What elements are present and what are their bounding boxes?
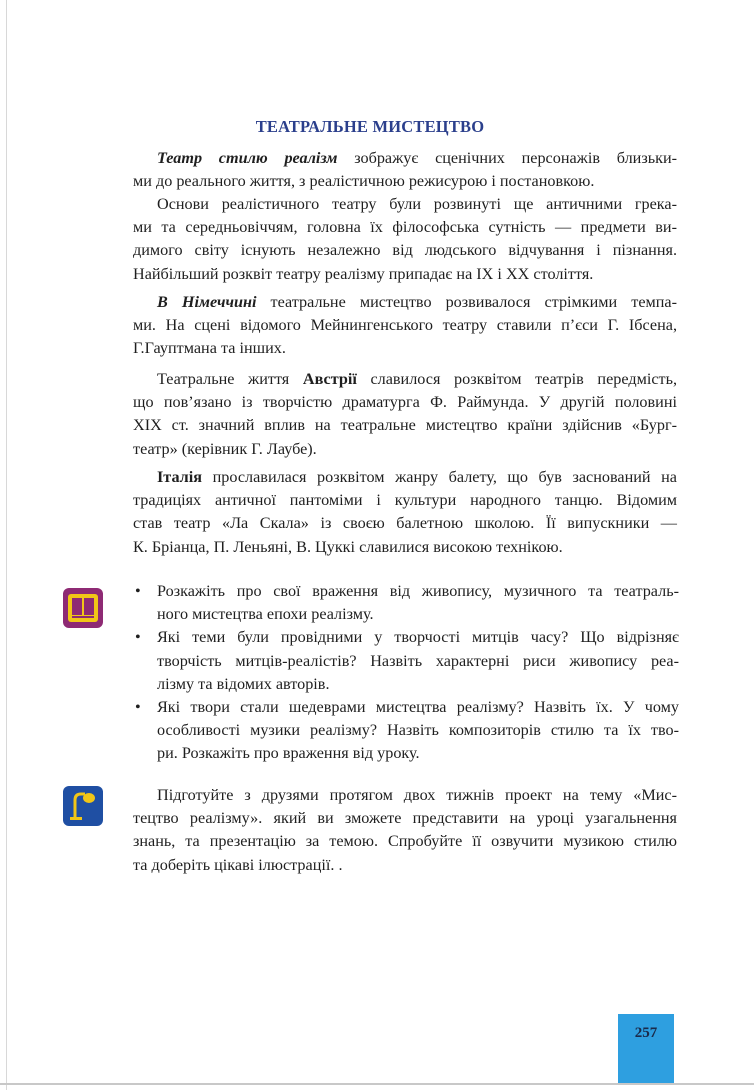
paragraph-austria bbox=[133, 368, 677, 461]
text-line: творчість митців-реалістів? Назвіть характерні риси живопису реа- bbox=[157, 651, 679, 670]
lamp-icon bbox=[63, 786, 103, 826]
text-fragment: Театральне життя bbox=[157, 370, 290, 388]
text-fragment: зображує сценічних персонажів близьки- bbox=[354, 149, 678, 167]
text-line: ми до реального життя, з реалістичною режисурою і постановкою. bbox=[133, 172, 595, 191]
page-number: 257 bbox=[634, 1025, 658, 1041]
page-edge-line bbox=[6, 0, 7, 1090]
term-austria: Австрії bbox=[302, 370, 357, 388]
paragraph-germany bbox=[133, 291, 677, 361]
text-fragment: театральне мистецтво розвивалося стрімкими темпа- bbox=[270, 293, 677, 311]
paragraph-foundations bbox=[133, 193, 677, 286]
bullet-marker: • bbox=[135, 698, 141, 717]
bullet-marker: • bbox=[135, 628, 141, 647]
text-line: що пов’язано із творчістю драматурга Ф. Раймунда. У другій половині bbox=[133, 393, 677, 412]
text-line: ми та середньовіччям, головна їх філософська сутність — предмети ви- bbox=[133, 218, 677, 237]
questions-list bbox=[133, 580, 679, 766]
text-line: особливості музики реалізму? Назвіть композиторів стилю та їх тво- bbox=[157, 721, 679, 740]
text-line: знань, та презентацію за темою. Спробуйте її озвучити музикою стилю bbox=[133, 832, 677, 851]
text-line: лізму та відомих авторів. bbox=[157, 674, 330, 693]
text-fragment: славилося розквітом театрів передмість, bbox=[370, 370, 678, 388]
paragraph-realism-theatre bbox=[133, 147, 677, 193]
text-line: та доберіть цікаві ілюстрації. . bbox=[133, 855, 343, 874]
text-line bbox=[133, 466, 677, 489]
list-item bbox=[133, 696, 679, 766]
text-line: ри. Розкажіть про враження від уроку. bbox=[157, 744, 420, 763]
bullet-marker: • bbox=[135, 582, 141, 600]
text-line bbox=[133, 147, 677, 170]
list-item bbox=[133, 580, 679, 626]
text-line bbox=[133, 368, 677, 391]
paragraph-project bbox=[133, 784, 677, 877]
text-line: Розкажіть про свої враження від живопису, музичного та театраль- bbox=[157, 582, 679, 600]
term-germany: В Німеччині bbox=[157, 293, 257, 311]
text-line: Які теми були провідними у творчості митців часу? Що відрізняє bbox=[157, 628, 679, 647]
term-italy: Італія bbox=[157, 468, 203, 486]
text-line: Г.Гауптмана та інших. bbox=[133, 339, 286, 358]
text-line: Найбільший розквіт театру реалізму припадає на ІХ і ХХ століття. bbox=[133, 264, 594, 283]
text-line: ХІХ ст. значний вплив на театральне мистецтво країни здійснив «Бург- bbox=[133, 416, 677, 435]
text-fragment: прославилася розквітом жанру балету, що був заснований на bbox=[212, 468, 677, 486]
page-number-box bbox=[618, 1014, 674, 1084]
page-title: ТЕАТРАЛЬНЕ МИСТЕЦТВО bbox=[255, 117, 485, 136]
text-line: тецтво реалізму». який ви зможете представити на уроці узагальнення bbox=[133, 809, 677, 828]
text-line: димого світу існують незалежно від людського відчування і пізнання. bbox=[133, 241, 677, 260]
text-line: Основи реалістичного театру були розвинуті ще античними грека- bbox=[157, 195, 677, 213]
page-bottom-line bbox=[0, 1083, 754, 1085]
text-line: став театр «Ла Скала» із своєю балетною школою. Її випускники — bbox=[133, 514, 677, 533]
paragraph-italy bbox=[133, 466, 677, 559]
text-line: театр» (керівник Г. Лаубе). bbox=[133, 439, 317, 458]
text-line: традиціях античної пантоміми і культури народного танцю. Відомим bbox=[133, 491, 677, 510]
text-line bbox=[133, 291, 677, 314]
text-line: К. Бріанца, П. Леньяні, В. Цуккі славилися високою технікою. bbox=[133, 537, 563, 556]
term-theatre-realism: Театр стилю реалізм bbox=[157, 149, 338, 167]
text-line: Підготуйте з друзями протягом двох тижнів проект на тему «Мис- bbox=[157, 786, 677, 804]
list-item bbox=[133, 626, 679, 696]
text-line: Які твори стали шедеврами мистецтва реалізму? Назвіть їх. У чому bbox=[157, 698, 679, 717]
text-line: ного мистецтва епохи реалізму. bbox=[157, 605, 374, 624]
book-icon bbox=[63, 588, 103, 628]
text-line: ми. На сцені відомого Мейнингенського театру ставили п’єси Г. Ібсена, bbox=[133, 316, 677, 335]
